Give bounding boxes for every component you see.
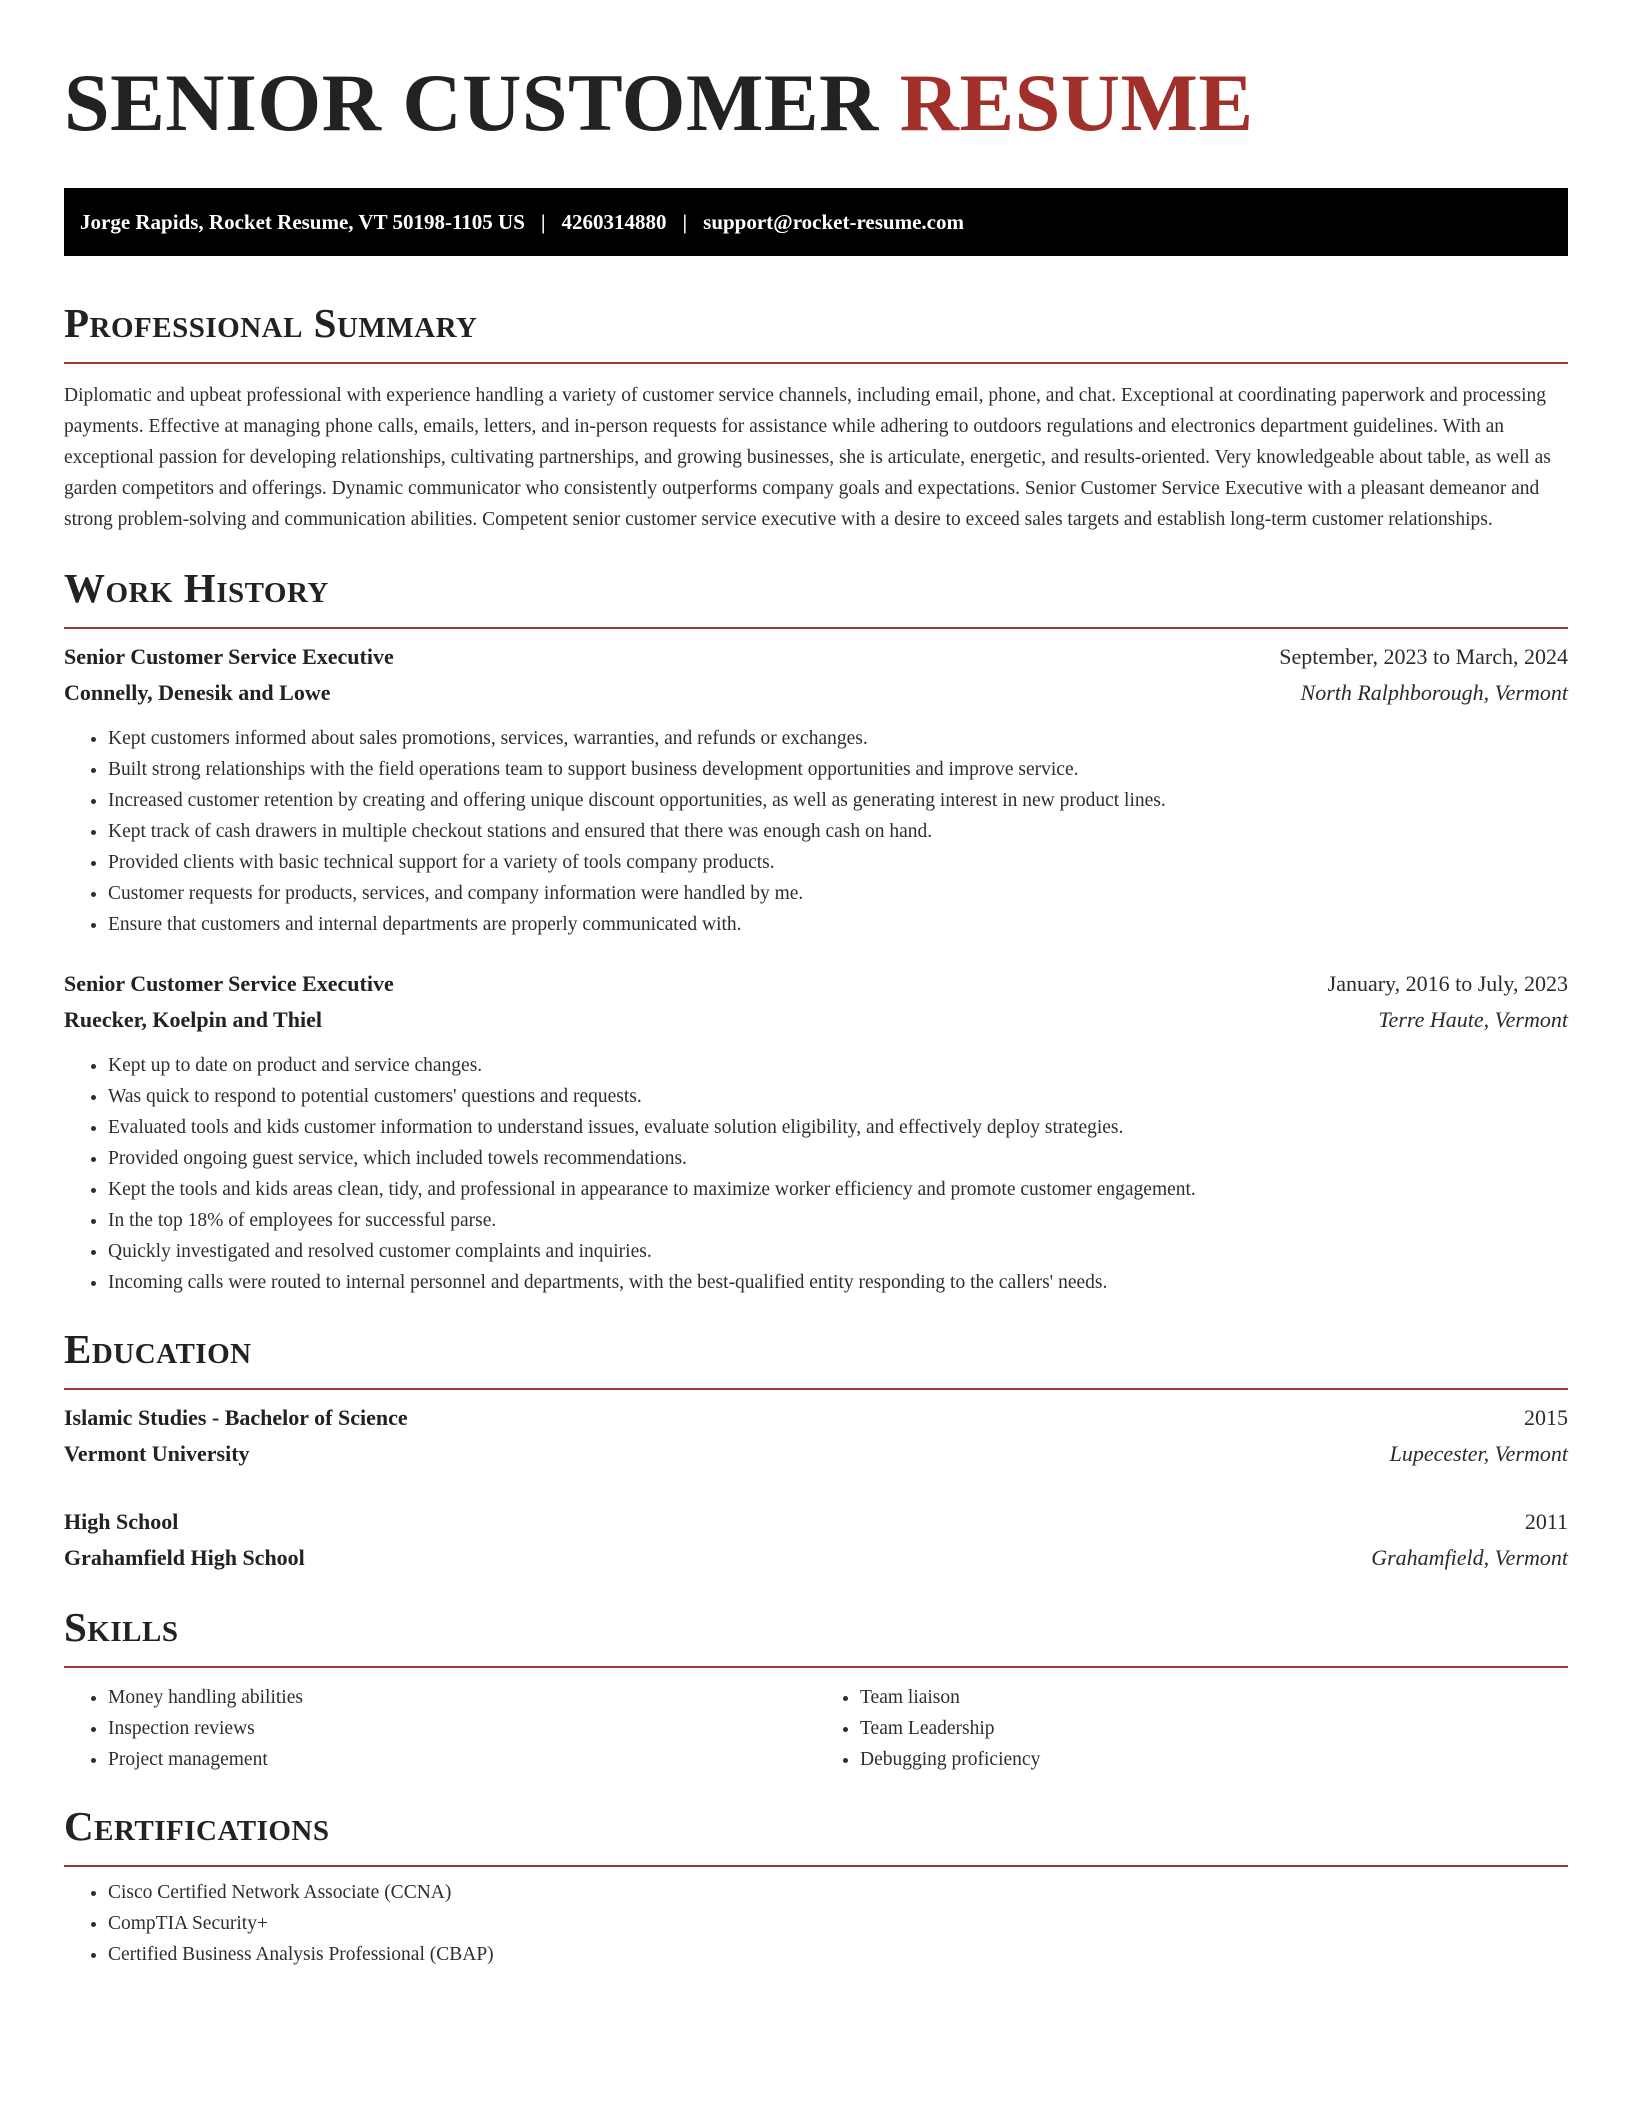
skills-heading: Skills: [64, 1604, 179, 1650]
section-rule: [64, 362, 1568, 364]
section-rule: [64, 627, 1568, 629]
job-location: Terre Haute, Vermont: [1378, 1007, 1568, 1032]
job-company-row: [64, 675, 1568, 711]
certifications-section: [64, 1801, 1568, 1970]
contact-separator: |: [682, 209, 688, 234]
summary-text: Diplomatic and upbeat professional with experience handling a variety of customer service channels, including email, phone, and chat. Exceptional at coordinating paperwork and processing payments. Effective at managing phone calls, emails, letters, and in-person requests for assistance while adhering to outdoors regulations and electronics department guidelines. With an exceptional passion for developing relationships, cultivating partnerships, and growing businesses, she is articulate, energetic, and results-oriented. Very knowledgeable about table, as well as garden competitors and offerings. Dynamic communicator who consistently outperforms company goals and expectations. Senior Customer Service Executive with a pleasant demeanor and strong problem-solving and communication abilities. Competent senior customer service executive with a desire to exceed sales targets and establish long-term customer relationships.: [64, 385, 1551, 530]
job-company: Ruecker, Koelpin and Thiel: [64, 1007, 322, 1032]
job-bullets: [64, 723, 1568, 940]
school-location: Grahamfield, Vermont: [1371, 1545, 1568, 1570]
degree-row: [64, 1400, 1568, 1436]
title-main: SENIOR CUSTOMER: [64, 57, 879, 148]
list-item: • Inspection reviews: [108, 1713, 816, 1744]
school-location: Lupecester, Vermont: [1389, 1441, 1568, 1466]
job-title-row: [64, 966, 1568, 1002]
summary-heading: Professional Summary: [64, 300, 478, 346]
list-item: • In the top 18% of employees for successful parse.: [108, 1205, 1568, 1236]
list-item: • Kept track of cash drawers in multiple checkout stations and ensured that there was enough cash on hand.: [108, 816, 1568, 847]
degree-name: Islamic Studies - Bachelor of Science: [64, 1405, 408, 1430]
list-item: • Kept the tools and kids areas clean, tidy, and professional in appearance to maximize worker efficiency and promote customer engagement.: [108, 1174, 1568, 1205]
education-section: [64, 1324, 1568, 1576]
contact-separator: |: [540, 209, 546, 234]
title-accent: RESUME: [899, 57, 1254, 148]
contact-phone: 4260314880: [561, 209, 667, 234]
list-item: • Was quick to respond to potential customers' questions and requests.: [108, 1081, 1568, 1112]
list-item: • Incoming calls were routed to internal personnel and departments, with the best-qualified entity responding to the callers' needs.: [108, 1267, 1568, 1298]
contact-address: Jorge Rapids, Rocket Resume, VT 50198-1105 US: [80, 209, 525, 234]
degree-name: High School: [64, 1509, 179, 1534]
page-title: [64, 58, 1568, 148]
degree-year: 2015: [1524, 1405, 1568, 1430]
job-dates: September, 2023 to March, 2024: [1279, 644, 1568, 669]
list-item: • Quickly investigated and resolved customer complaints and inquiries.: [108, 1236, 1568, 1267]
list-item: • Cisco Certified Network Associate (CCNA): [108, 1877, 1568, 1908]
list-item: • Kept customers informed about sales promotions, services, warranties, and refunds or exchanges.: [108, 723, 1568, 754]
job-company: Connelly, Denesik and Lowe: [64, 680, 331, 705]
list-item: • Evaluated tools and kids customer information to understand issues, evaluate solution eligibility, and effectively deploy strategies.: [108, 1112, 1568, 1143]
list-item: • Project management: [108, 1744, 816, 1775]
list-item: • Provided clients with basic technical support for a variety of tools company products.: [108, 847, 1568, 878]
job-title-row: [64, 639, 1568, 675]
summary-section: [64, 298, 1568, 535]
school-name: Vermont University: [64, 1441, 250, 1466]
list-item: • Team Leadership: [860, 1713, 1568, 1744]
school-row: [64, 1436, 1568, 1472]
list-item: • Ensure that customers and internal departments are properly communicated with.: [108, 909, 1568, 940]
degree-year: 2011: [1524, 1509, 1568, 1534]
job-title: Senior Customer Service Executive: [64, 644, 394, 669]
school-row: [64, 1540, 1568, 1576]
list-item: • CompTIA Security+: [108, 1908, 1568, 1939]
list-item: • Money handling abilities: [108, 1682, 816, 1713]
list-item: • Provided ongoing guest service, which included towels recommendations.: [108, 1143, 1568, 1174]
work-section: [64, 563, 1568, 1298]
section-rule: [64, 1666, 1568, 1668]
list-item: • Customer requests for products, services, and company information were handled by me.: [108, 878, 1568, 909]
job-company-row: [64, 1002, 1568, 1038]
list-item: • Kept up to date on product and service changes.: [108, 1050, 1568, 1081]
certifications-list: [64, 1877, 1568, 1970]
skills-columns: [64, 1678, 1568, 1775]
job-title: Senior Customer Service Executive: [64, 971, 394, 996]
school-name: Grahamfield High School: [64, 1545, 305, 1570]
section-rule: [64, 1865, 1568, 1867]
education-entry: [64, 1504, 1568, 1576]
work-heading: Work History: [64, 565, 329, 611]
list-item: • Increased customer retention by creating and offering unique discount opportunities, as well as generating interest in new product lines.: [108, 785, 1568, 816]
job-entry: [64, 966, 1568, 1298]
education-heading: Education: [64, 1326, 252, 1372]
list-item: • Team liaison: [860, 1682, 1568, 1713]
job-dates: January, 2016 to July, 2023: [1327, 971, 1568, 996]
degree-row: [64, 1504, 1568, 1540]
skills-list-left: [64, 1682, 816, 1775]
list-item: • Certified Business Analysis Professional (CBAP): [108, 1939, 1568, 1970]
education-entry: [64, 1400, 1568, 1472]
list-item: • Debugging proficiency: [860, 1744, 1568, 1775]
section-rule: [64, 1388, 1568, 1390]
certifications-heading: Certifications: [64, 1803, 330, 1849]
skills-section: [64, 1602, 1568, 1775]
contact-email: support@rocket-resume.com: [703, 209, 964, 234]
contact-bar: [64, 188, 1568, 256]
skills-list-right: [816, 1682, 1568, 1775]
job-bullets: [64, 1050, 1568, 1298]
job-location: North Ralphborough, Vermont: [1300, 680, 1568, 705]
job-entry: [64, 639, 1568, 940]
list-item: • Built strong relationships with the field operations team to support business development opportunities and improve service.: [108, 754, 1568, 785]
